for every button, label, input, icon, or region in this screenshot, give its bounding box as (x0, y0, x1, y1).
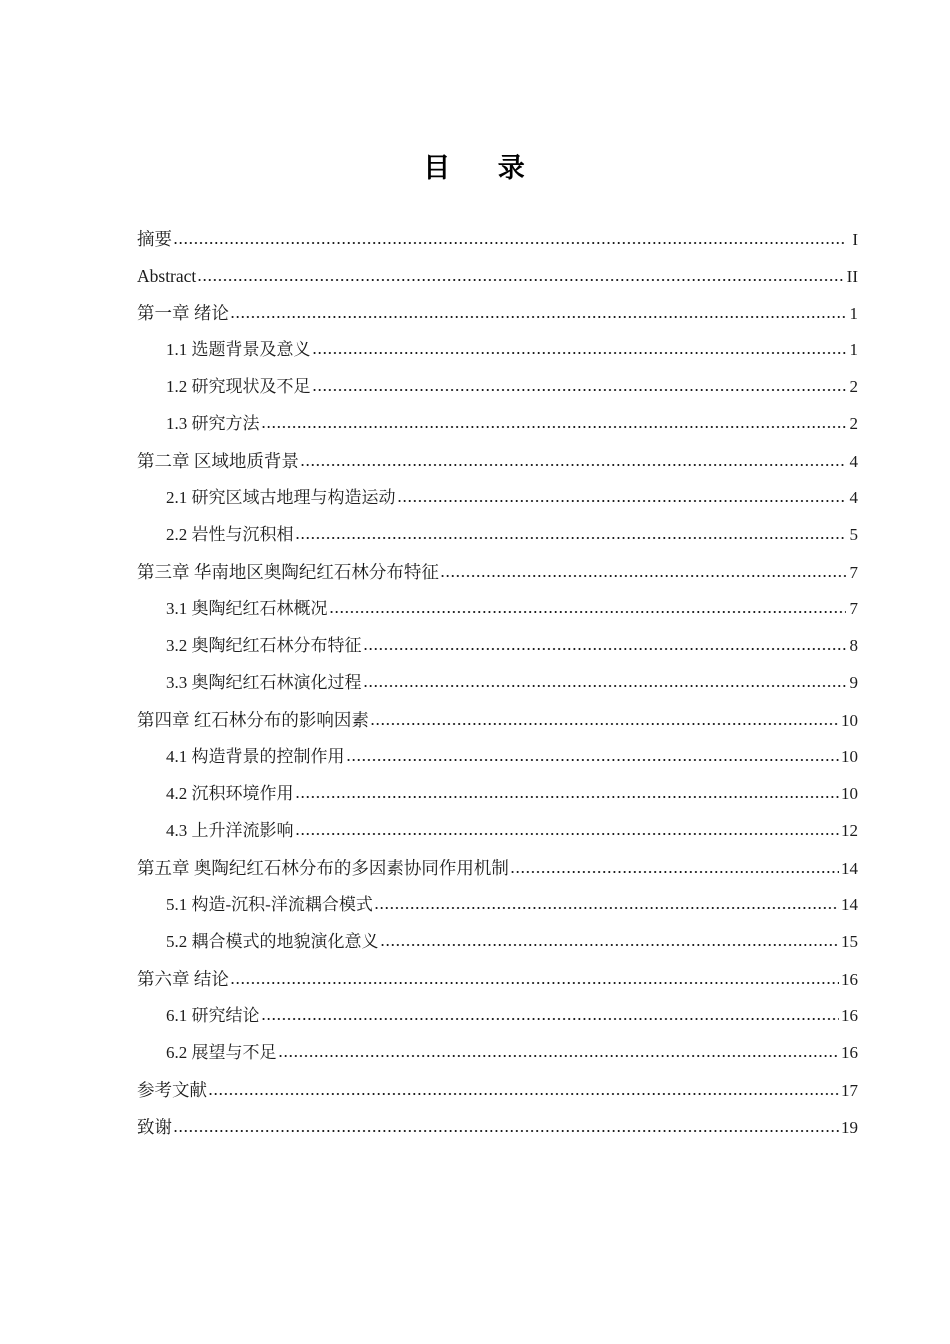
toc-entry[interactable] (137, 560, 858, 597)
toc-entry-label: 第三章 华南地区奥陶纪红石林分布特征 (137, 562, 439, 582)
dot-leader (295, 785, 840, 799)
toc-entry[interactable] (137, 782, 858, 819)
toc-entry[interactable] (137, 708, 858, 745)
toc-entry-label: 5.1 构造-沉积-洋流耦合模式 (166, 895, 373, 914)
toc-entry-label: 6.2 展望与不足 (166, 1043, 277, 1062)
toc-entry[interactable] (137, 819, 858, 856)
toc-entry[interactable] (137, 301, 858, 338)
toc-entry-page-number: 10 (841, 747, 858, 766)
toc-entry-label: 3.1 奥陶纪红石林概况 (166, 599, 328, 618)
dot-leader (295, 822, 840, 836)
dot-leader (329, 600, 847, 614)
toc-entry[interactable] (137, 227, 858, 264)
toc-entry-page-number: 14 (841, 859, 858, 878)
toc-entry[interactable] (137, 671, 858, 708)
toc-entry-label: 致谢 (137, 1117, 172, 1137)
toc-entry-page-number: 7 (849, 563, 858, 582)
toc-entry[interactable] (137, 1078, 858, 1115)
toc-entry-label: 第一章 绪论 (137, 303, 229, 323)
toc-entry-label: 2.1 研究区域古地理与构造运动 (166, 488, 396, 507)
toc-entry-page-number: 10 (841, 784, 858, 803)
toc-entry-label: 第六章 结论 (137, 969, 229, 989)
toc-entry-label: 第四章 红石林分布的影响因素 (137, 710, 369, 730)
toc-entry[interactable] (137, 745, 858, 782)
dot-leader (312, 378, 847, 392)
toc-entry-page-number: 2 (849, 414, 858, 433)
toc-entry-page-number: 5 (849, 525, 858, 544)
toc-entry-label: 1.1 选题背景及意义 (166, 340, 311, 359)
dot-leader (374, 896, 839, 910)
dot-leader (197, 268, 844, 282)
dot-leader (173, 231, 846, 245)
toc-entry-label: 1.2 研究现状及不足 (166, 377, 311, 396)
toc-entry[interactable] (137, 264, 858, 301)
toc-entry-label: 1.3 研究方法 (166, 414, 260, 433)
toc-entry-page-number: 8 (849, 636, 858, 655)
toc-entry-page-number: 15 (841, 932, 858, 951)
toc-entry-page-number: I (852, 230, 858, 249)
toc-entry-page-number: II (846, 267, 858, 286)
toc-entry-page-number: 4 (849, 488, 858, 507)
toc-entry-page-number: 17 (841, 1081, 858, 1100)
toc-entry[interactable] (137, 523, 858, 560)
toc-entry-label: 5.2 耦合模式的地貌演化意义 (166, 932, 379, 951)
dot-leader (230, 305, 846, 319)
toc-entry-label: 3.3 奥陶纪红石林演化过程 (166, 673, 362, 692)
toc-entry[interactable] (137, 597, 858, 634)
toc-entry[interactable] (137, 412, 858, 449)
toc-entry-page-number: 16 (841, 970, 858, 989)
toc-entry[interactable] (137, 375, 858, 412)
dot-leader (208, 1082, 839, 1096)
toc-entry-page-number: 10 (841, 711, 858, 730)
page-title: 目 录 (423, 153, 527, 184)
dot-leader (230, 971, 839, 985)
toc-entry-page-number: 16 (841, 1043, 858, 1062)
toc-entry-label: 参考文献 (137, 1080, 207, 1100)
toc-entry-label: 4.3 上升洋流影响 (166, 821, 294, 840)
toc-entry-label: 6.1 研究结论 (166, 1006, 260, 1025)
dot-leader (363, 637, 847, 651)
dot-leader (397, 489, 847, 503)
toc-entry-label: 4.1 构造背景的控制作用 (166, 747, 345, 766)
dot-leader (380, 933, 840, 947)
toc-entry-label: 2.2 岩性与沉积相 (166, 525, 294, 544)
toc-entry-page-number: 2 (849, 377, 858, 396)
toc-entry-page-number: 14 (841, 895, 858, 914)
dot-leader (363, 674, 847, 688)
toc-entry-label: 4.2 沉积环境作用 (166, 784, 294, 803)
dot-leader (440, 564, 846, 578)
toc-entry[interactable] (137, 486, 858, 523)
toc-entry-page-number: 19 (841, 1118, 858, 1137)
toc-entry-page-number: 9 (849, 673, 858, 692)
toc-entry-page-number: 4 (849, 452, 858, 471)
dot-leader (300, 453, 846, 467)
toc-entry-page-number: 1 (849, 340, 858, 359)
toc-entry-label: 第二章 区域地质背景 (137, 451, 299, 471)
dot-leader (370, 712, 839, 726)
dot-leader (261, 415, 847, 429)
dot-leader (278, 1044, 840, 1058)
toc-entry-label: 第五章 奥陶纪红石林分布的多因素协同作用机制 (137, 858, 509, 878)
toc-entry-label: 摘要 (137, 229, 172, 249)
dot-leader (173, 1119, 839, 1133)
dot-leader (295, 526, 847, 540)
toc-entry[interactable] (137, 634, 858, 671)
toc-entry[interactable] (137, 1004, 858, 1041)
toc-entry[interactable] (137, 1115, 858, 1152)
toc-entry-label: 3.2 奥陶纪红石林分布特征 (166, 636, 362, 655)
toc-entry-page-number: 7 (849, 599, 858, 618)
toc-entry-label: Abstract (137, 266, 197, 286)
toc-entry[interactable] (137, 893, 858, 930)
toc-entry[interactable] (137, 1041, 858, 1078)
toc-entry[interactable] (137, 338, 858, 375)
dot-leader (261, 1007, 840, 1021)
toc-entry[interactable] (137, 856, 858, 893)
toc-entry-page-number: 1 (849, 304, 858, 323)
dot-leader (312, 341, 847, 355)
toc-entry[interactable] (137, 449, 858, 486)
toc-list (137, 227, 858, 1152)
toc-entry[interactable] (137, 967, 858, 1004)
dot-leader (346, 748, 840, 762)
toc-entry[interactable] (137, 930, 858, 967)
toc-entry-page-number: 12 (841, 821, 858, 840)
dot-leader (510, 860, 839, 874)
toc-entry-page-number: 16 (841, 1006, 858, 1025)
